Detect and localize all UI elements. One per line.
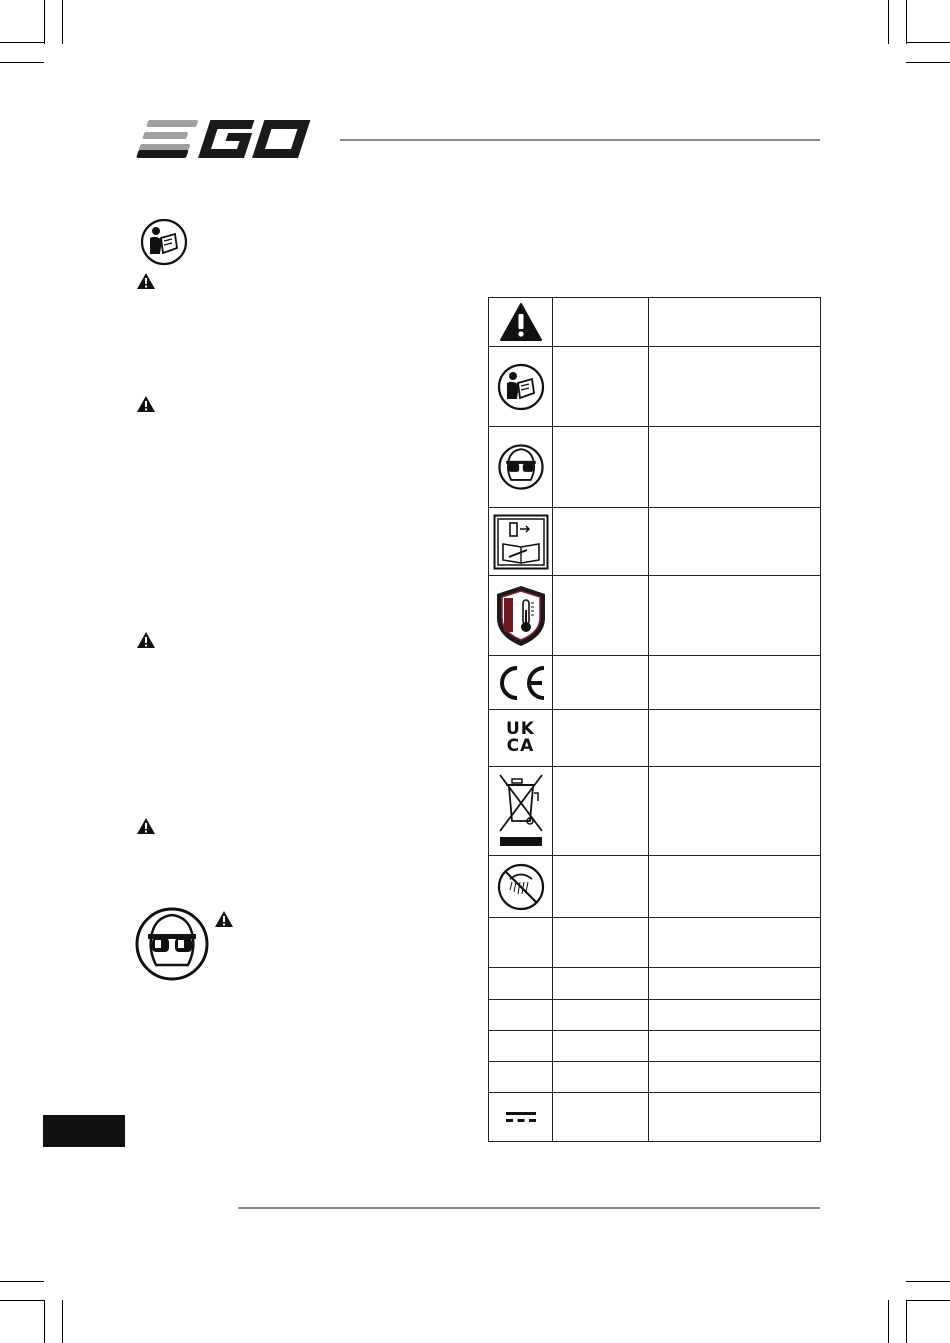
symbol-name-cell — [553, 298, 649, 347]
symbol-name-cell — [553, 1093, 649, 1142]
table-row — [489, 1062, 821, 1093]
symbol-cell — [489, 1031, 553, 1062]
warning-triangle-icon — [136, 272, 156, 295]
table-row — [489, 508, 821, 576]
crop-mark — [0, 1300, 44, 1301]
symbol-cell — [489, 856, 553, 918]
crop-mark — [62, 1300, 63, 1343]
symbol-explanation-cell — [649, 576, 821, 656]
crop-mark — [44, 1300, 45, 1343]
read-manual-icon — [137, 218, 191, 271]
table-row — [489, 968, 821, 1000]
symbol-explanation-cell — [649, 1062, 821, 1093]
symbol-name-cell — [553, 508, 649, 576]
crop-mark — [906, 1300, 907, 1343]
remove-battery-before-maintenance-icon — [493, 514, 549, 570]
crop-mark — [906, 42, 950, 43]
language-tab — [43, 1115, 125, 1147]
crop-mark — [906, 1281, 950, 1282]
warning-triangle-icon — [499, 302, 543, 342]
table-row — [489, 918, 821, 968]
ukca-line-2: CA — [506, 736, 535, 756]
crop-mark — [0, 42, 44, 43]
symbol-name-cell — [553, 1031, 649, 1062]
ukca-line-1: UK — [506, 719, 535, 739]
symbol-cell — [489, 427, 553, 508]
crop-mark — [888, 0, 889, 44]
symbol-name-cell — [553, 656, 649, 710]
symbol-name-cell — [553, 968, 649, 1000]
symbol-cell — [489, 1062, 553, 1093]
symbol-name-cell — [553, 1000, 649, 1031]
powerload-temperature-icon — [495, 584, 547, 648]
symbol-cell — [489, 767, 553, 856]
crop-mark — [888, 1300, 889, 1343]
ukca-mark-icon — [489, 721, 552, 755]
ce-mark-icon — [494, 665, 548, 701]
eye-protection-icon — [497, 443, 545, 491]
symbol-cell — [489, 918, 553, 968]
symbol-cell — [489, 347, 553, 427]
header-rule — [340, 139, 820, 141]
weee-crossed-bin-icon — [496, 771, 546, 851]
symbol-explanation-cell — [649, 656, 821, 710]
warning-triangle-icon — [136, 631, 156, 654]
symbol-explanation-cell — [649, 1031, 821, 1062]
crop-mark — [0, 1281, 44, 1282]
warning-triangle-icon — [136, 817, 156, 840]
symbol-explanation-cell — [649, 968, 821, 1000]
table-row — [489, 1093, 821, 1142]
symbol-name-cell — [553, 710, 649, 767]
ego-logo — [135, 112, 325, 162]
symbol-explanation-cell — [649, 508, 821, 576]
symbol-explanation-cell — [649, 918, 821, 968]
symbol-name-cell — [553, 918, 649, 968]
symbol-name-cell — [553, 427, 649, 508]
symbol-cell — [489, 1093, 553, 1142]
symbol-cell — [489, 968, 553, 1000]
symbol-name-cell — [553, 767, 649, 856]
symbol-explanation-cell — [649, 1093, 821, 1142]
symbol-name-cell — [553, 856, 649, 918]
footer-rule — [238, 1207, 820, 1209]
symbol-cell — [489, 710, 553, 767]
read-manual-icon — [494, 362, 548, 412]
table-row — [489, 298, 821, 347]
symbols-table — [488, 297, 821, 1142]
table-row — [489, 427, 821, 508]
symbol-cell — [489, 298, 553, 347]
warning-triangle-icon — [136, 395, 156, 418]
crop-mark — [906, 1300, 950, 1301]
crop-mark — [62, 0, 63, 44]
symbol-cell — [489, 656, 553, 710]
crop-mark — [0, 62, 44, 63]
table-row — [489, 347, 821, 427]
crop-mark — [906, 0, 907, 44]
symbol-cell — [489, 508, 553, 576]
table-row — [489, 1000, 821, 1031]
symbol-name-cell — [553, 576, 649, 656]
symbol-name-cell — [553, 1062, 649, 1093]
crop-mark — [906, 62, 950, 63]
symbol-explanation-cell — [649, 856, 821, 918]
crop-mark — [44, 0, 45, 44]
table-row — [489, 656, 821, 710]
eye-protection-icon — [134, 905, 210, 988]
symbol-explanation-cell — [649, 767, 821, 856]
symbol-explanation-cell — [649, 710, 821, 767]
table-row — [489, 1031, 821, 1062]
symbol-name-cell — [553, 347, 649, 427]
no-rain-icon — [496, 862, 546, 912]
symbol-explanation-cell — [649, 1000, 821, 1031]
symbol-explanation-cell — [649, 298, 821, 347]
symbol-explanation-cell — [649, 347, 821, 427]
symbol-cell — [489, 1000, 553, 1031]
symbol-cell — [489, 576, 553, 656]
direct-current-icon — [503, 1107, 539, 1127]
table-row — [489, 710, 821, 767]
table-row — [489, 856, 821, 918]
warning-triangle-icon — [214, 910, 234, 933]
table-row — [489, 767, 821, 856]
table-row — [489, 576, 821, 656]
symbol-explanation-cell — [649, 427, 821, 508]
